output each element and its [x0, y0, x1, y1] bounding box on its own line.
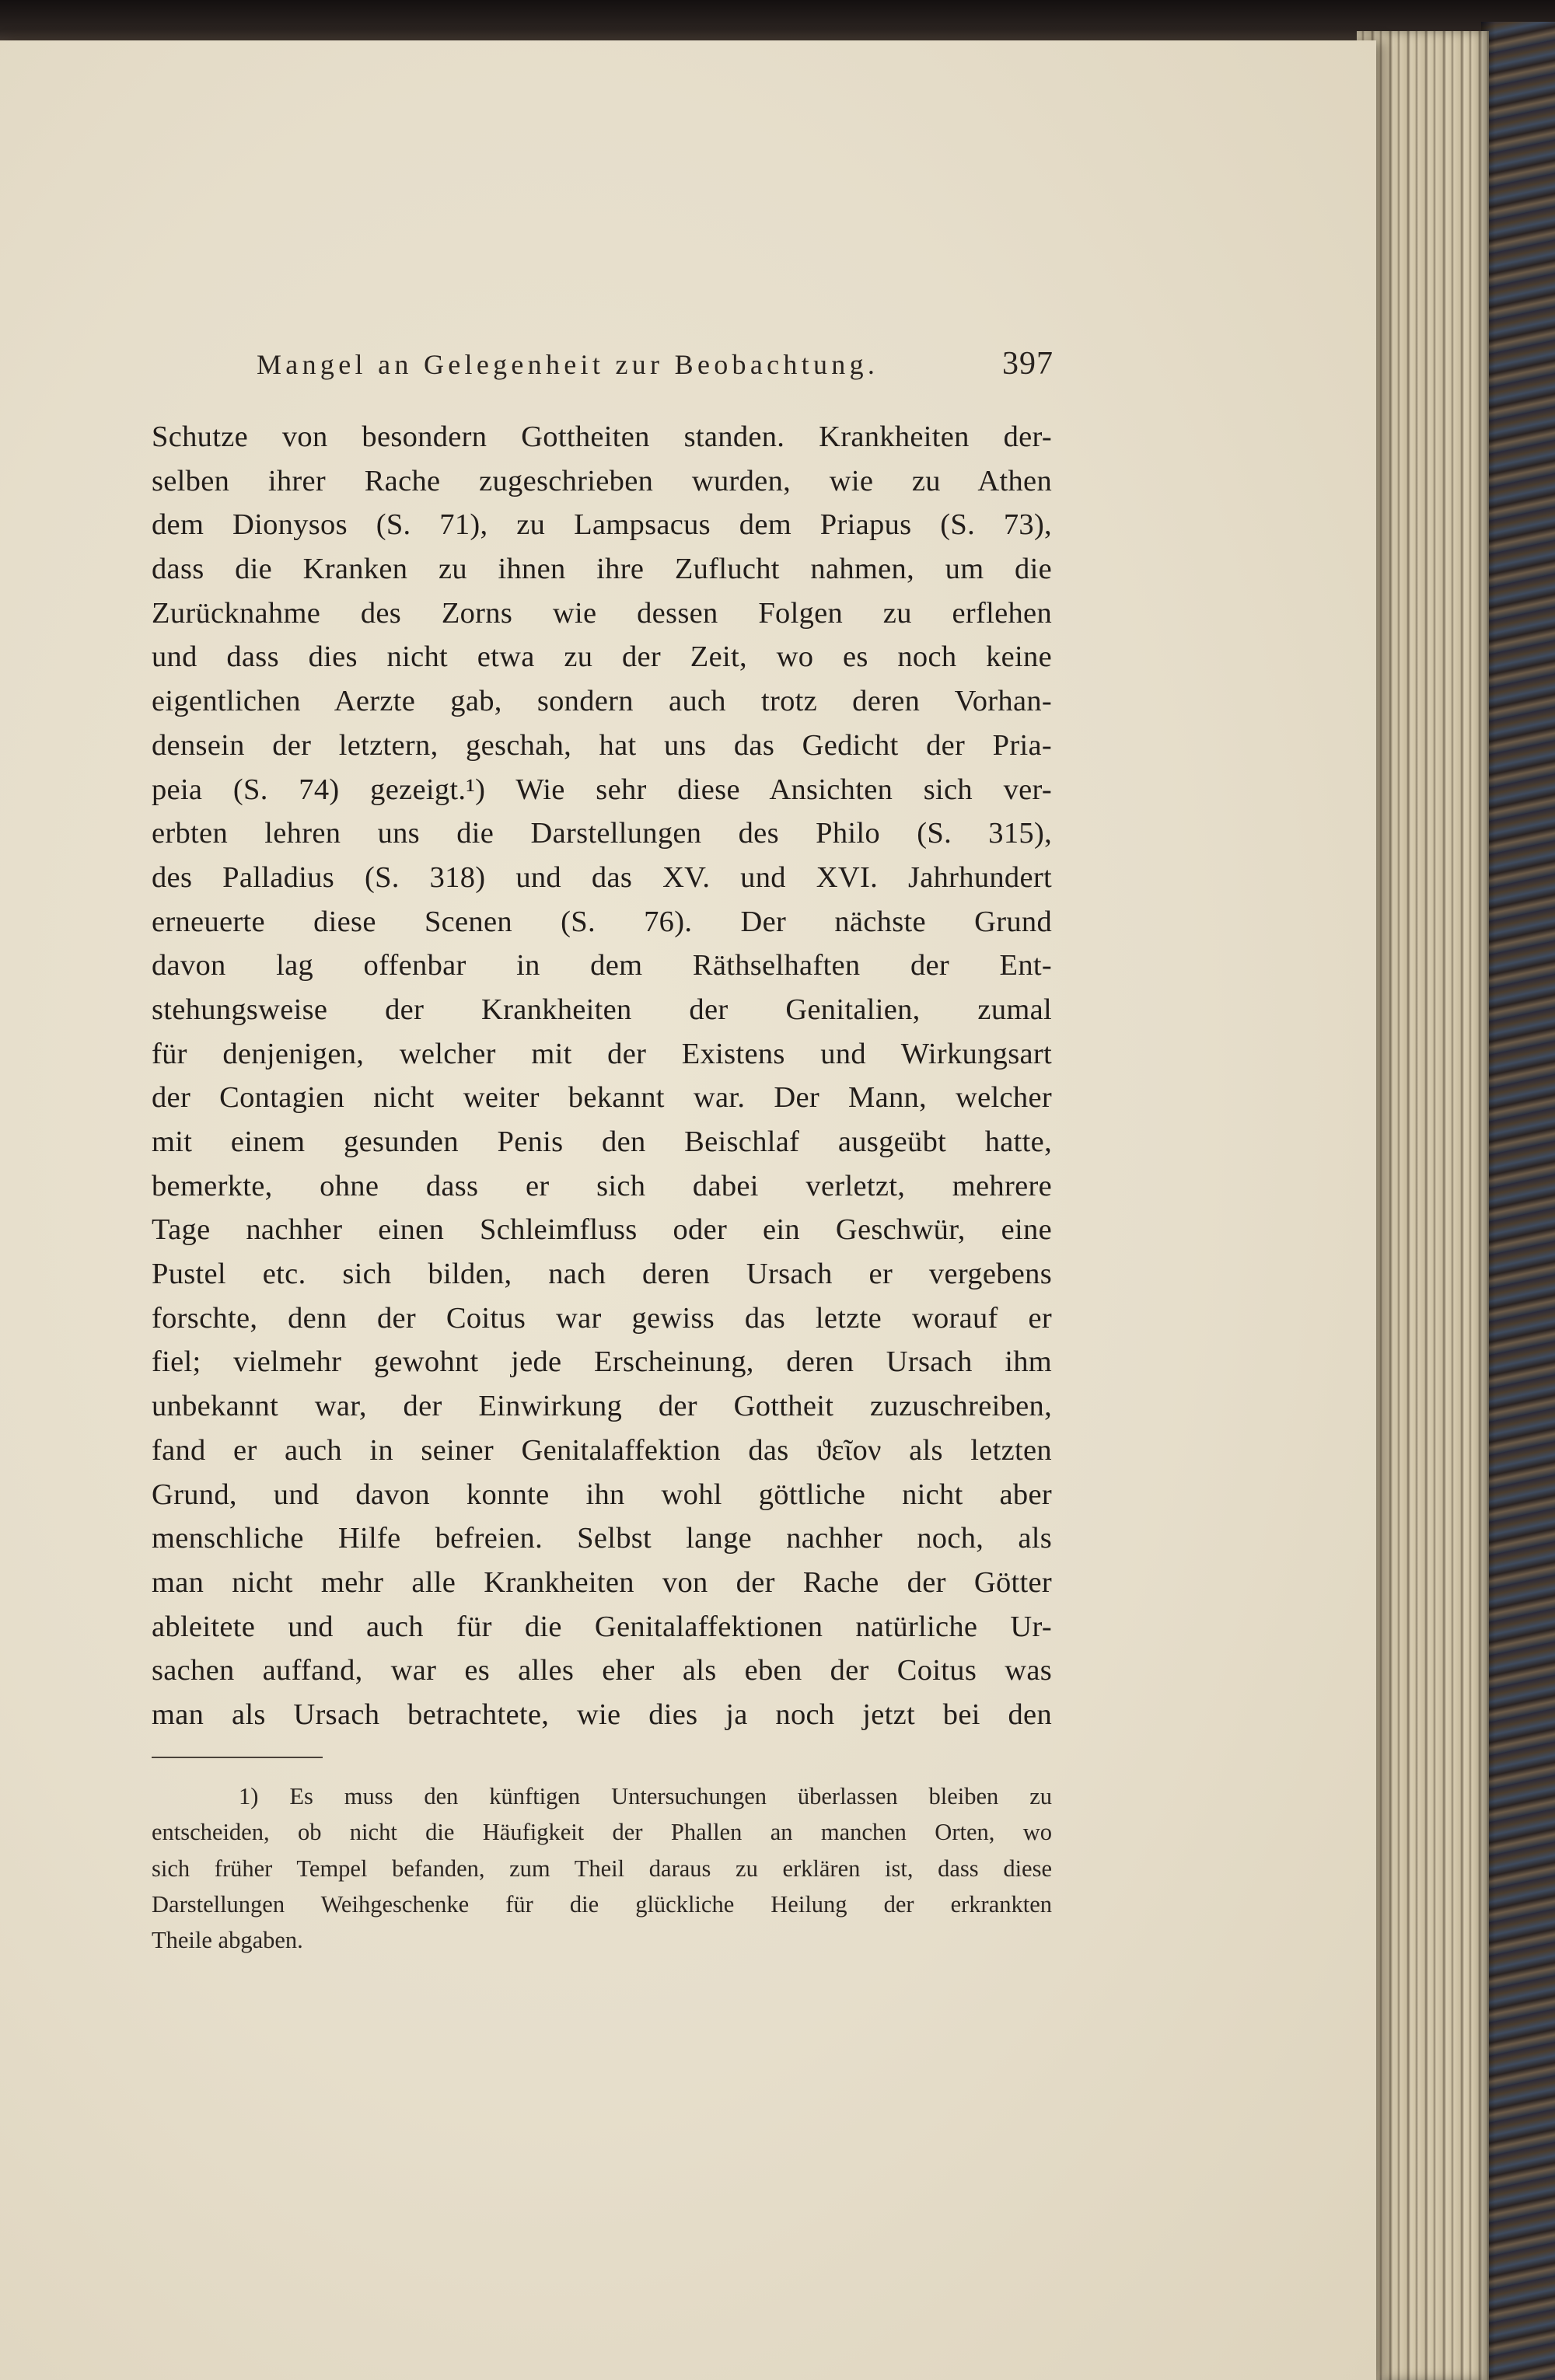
body-text — [152, 415, 1052, 1737]
running-title: Mangel an Gelegenheit zur Beobachtung. — [257, 349, 879, 380]
text-line: forschte, denn der Coitus war gewiss das letzte worauf er — [152, 1301, 1052, 1335]
footnote-rule — [152, 1757, 323, 1758]
footnotes — [152, 1778, 1052, 1958]
book-cover-edge — [1481, 22, 1555, 2380]
running-head — [257, 345, 1054, 389]
text-line: Pustel etc. sich bilden, nach deren Ursach er vergebens — [152, 1258, 1052, 1291]
footnote-line: sich früher Tempel befanden, zum Theil daraus zu erklären ist, dass diese — [152, 1855, 1052, 1882]
text-line: peia (S. 74) gezeigt.¹) Wie sehr diese Ansichten sich ver- — [152, 773, 1052, 806]
text-line: unbekannt war, der Einwirkung der Gottheit zuzuschreiben, — [152, 1390, 1052, 1423]
text-line: mit einem gesunden Penis den Beischlaf ausgeübt hatte, — [152, 1125, 1052, 1158]
text-line: Grund, und davon konnte ihn wohl göttliche nicht aber — [152, 1478, 1052, 1511]
text-line: erbten lehren uns die Darstellungen des Philo (S. 315), — [152, 817, 1052, 850]
book-page — [0, 40, 1376, 2380]
text-line: der Contagien nicht weiter bekannt war. Der Mann, welcher — [152, 1081, 1052, 1115]
text-line: Zurücknahme des Zorns wie dessen Folgen zu erflehen — [152, 596, 1052, 630]
page-stack-edges — [1357, 31, 1489, 2380]
footnote-line: Darstellungen Weihgeschenke für die glückliche Heilung der erkrankten — [152, 1890, 1052, 1918]
text-line: man als Ursach betrachtete, wie dies ja noch jetzt bei den — [152, 1698, 1052, 1731]
text-line: stehungsweise der Krankheiten der Genitalien, zumal — [152, 993, 1052, 1026]
text-line: erneuerte diese Scenen (S. 76). Der nächste Grund — [152, 905, 1052, 938]
text-line: fiel; vielmehr gewohnt jede Erscheinung, deren Ursach ihm — [152, 1345, 1052, 1379]
text-line: fand er auch in seiner Genitalaffektion das ϑεῖον als letzten — [152, 1433, 1052, 1467]
text-line: für denjenigen, welcher mit der Existens und Wirkungsart — [152, 1037, 1052, 1070]
text-line: Schutze von besondern Gottheiten standen. Krankheiten der- — [152, 421, 1052, 453]
text-line: selben ihrer Rache zugeschrieben wurden, wie zu Athen — [152, 464, 1052, 497]
text-line: des Palladius (S. 318) und das XV. und XVI. Jahrhundert — [152, 860, 1052, 894]
footnote-line: entscheiden, ob nicht die Häufigkeit der Phallen an manchen Orten, wo — [152, 1819, 1052, 1846]
text-line: sachen auffand, war es alles eher als eben der Coitus was — [152, 1654, 1052, 1687]
text-line: dem Dionysos (S. 71), zu Lampsacus dem Priapus (S. 73), — [152, 508, 1052, 542]
text-line: ableitete und auch für die Genitalaffektionen natürliche Ur- — [152, 1610, 1052, 1643]
text-line: davon lag offenbar in dem Räthselhaften der Ent- — [152, 949, 1052, 982]
text-line: menschliche Hilfe befreien. Selbst lange nachher noch, als — [152, 1522, 1052, 1555]
footnote-line: 1) Es muss den künftigen Untersuchungen überlassen bleiben zu — [239, 1783, 1052, 1809]
footnote-line: Theile abgaben. — [152, 1927, 303, 1954]
text-line: Tage nachher einen Schleimfluss oder ein Geschwür, eine — [152, 1213, 1052, 1247]
text-line: densein der letztern, geschah, hat uns das Gedicht der Pria- — [152, 728, 1052, 762]
page-number: 397 — [1002, 346, 1054, 382]
text-line: bemerkte, ohne dass er sich dabei verletzt, mehrere — [152, 1169, 1052, 1202]
text-line: dass die Kranken zu ihnen ihre Zuflucht nahmen, um die — [152, 553, 1052, 586]
text-line: und dass dies nicht etwa zu der Zeit, wo es noch keine — [152, 640, 1052, 674]
text-line: eigentlichen Aerzte gab, sondern auch trotz deren Vorhan- — [152, 685, 1052, 718]
text-line: man nicht mehr alle Krankheiten von der Rache der Götter — [152, 1565, 1052, 1599]
